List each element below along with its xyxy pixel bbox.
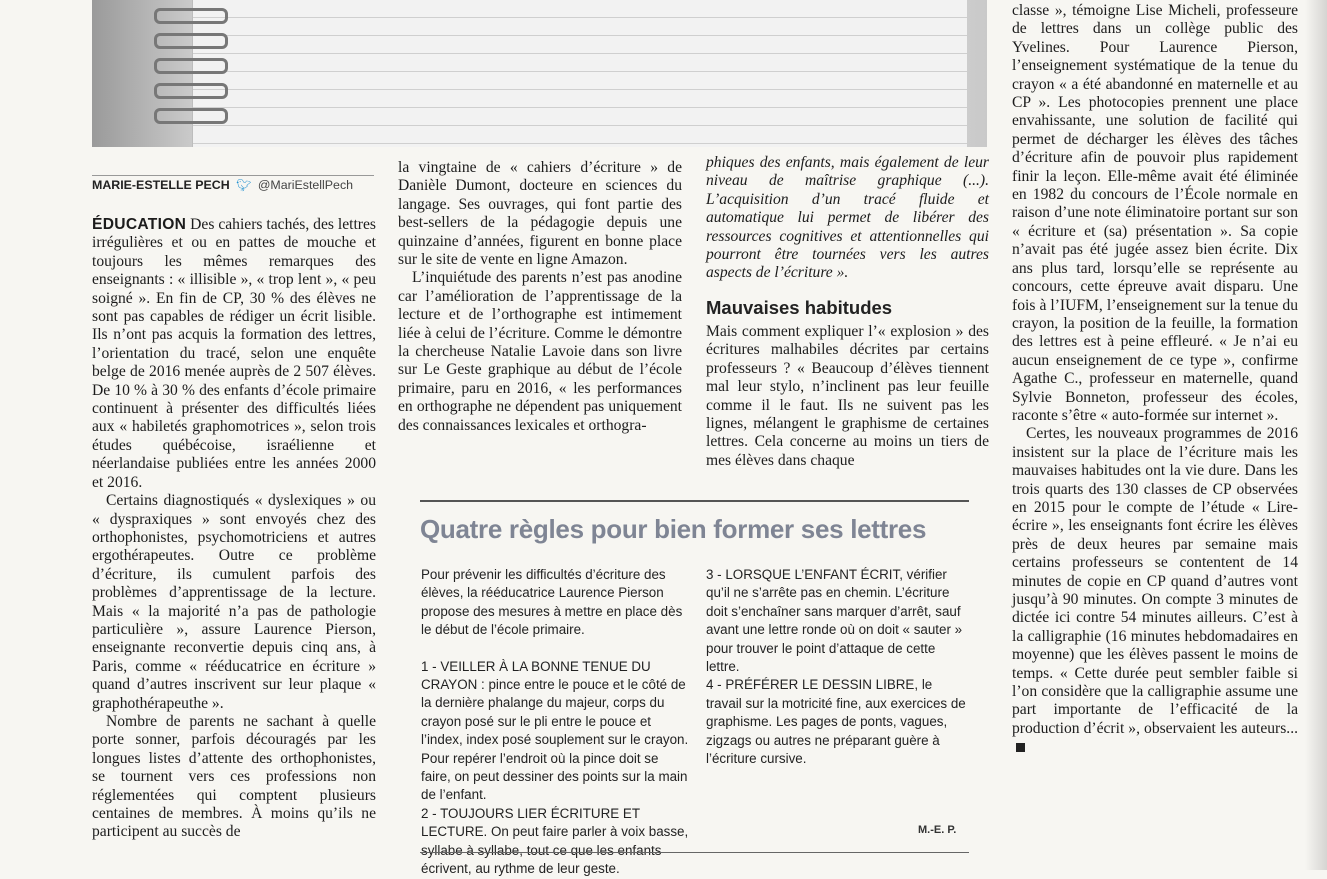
paragraph-text: Certes, les nouveaux programmes de 2016 insistent sur la place de l’écriture mais les mauvaises habitudes ont la vie dure. Dans les trois quarts des 130 classes de CP observées en 2015 pour le compte de l’étude « Lire-écrire », les enseignants font écrire les élèves près de deux heures par semaine mais certains professeurs se contentent de 14 minutes de copie en CP quand d’autres vont jusqu’à 90 minutes. On compte 3 minutes de dictée ici contre 54 minutes ailleurs. C’est à la calligraphie (16 minutes hebdomadaires en moyenne) que les élèves passent le moins de temps. « Cette durée peut sembler faible si l’on considère que la calligraphie assume une part importante de l’efficacité de la production d’écrit », observaient les auteurs... [1012, 425, 1298, 737]
article-column-3-continued [706, 323, 989, 470]
paragraph-text: Des cahiers tachés, des lettres irrégulières et ou en pattes de mouche et toujours les mêmes remarques des enseignants : « illisible », « trop lent », « peu soigné ». En fin de CP, 30 % des élèves ne sont pas capables de rédiger un écrit lisible. Ils n’ont pas acquis la formation des lettres, l’orientation du tracé, selon une enquête belge de 2016 menée auprès de 2 507 élèves. De 10 % à 30 % des enfants d’école primaire continuent à présenter des difficultés liées aux « habiletés graphomotrices », selon trois études québécoise, israélienne et néerlandaise publiées entre les années 2000 et 2016. [92, 216, 376, 491]
rule-4 [706, 676, 971, 768]
box-signature: M.-E. P. [918, 824, 957, 836]
paragraph: phiques des enfants, mais également de leur niveau de maîtrise graphique (...). L’acquisition d’un tracé fluide et automatique lui permet de libérer des ressources cognitives et attentionnelles qui pourront être tournées vers les autres aspects de l’écriture ». [706, 154, 989, 282]
paragraph: Nombre de parents ne sachant à quelle porte sonner, parfois découragés par les longues listes d’attente des orthophonistes, se tournent vers ces professions non réglementées qui comptent plusieurs centaines de membres. À moins qu’ils ne participent au succès de [92, 712, 376, 841]
paragraph: Certains diagnostiqués « dyslexiques » ou « dyspraxiques » sont envoyés chez des orthophonistes, psychomotriciens et autres ergothérapeutes. Outre ce problème d’écriture, ils cumulent parfois des problèmes d’apprentissage de la lecture. Mais « la majorité n’a pas de pathologie particulière », assure Laurence Pierson, enseignante reconvertie depuis cinq ans, à Paris, comme « rééducatrice en écriture » quand d’autres inscrivent sur leur plaque « graphothérapeuthe ». [92, 492, 376, 712]
spiral-ring-icon [154, 33, 228, 49]
box-title: Quatre règles pour bien former ses lettres [420, 514, 927, 544]
rule-2-text: On peut faire parler à voix basse, syllabe à syllabe, tout ce que les enfants écrivent, au rythme de leur geste. [421, 824, 689, 877]
rule-1-text: : pince entre le pouce et le côté de la dernière phalange du majeur, corps du crayon posé sur le pli entre le pouce et l’index, index posé souplement sur le crayon. Pour repérer l’endroit où la pince doit se faire, on peut dessiner des points sur la main de l’enfant. [421, 677, 689, 803]
scan-edge-shadow [1305, 0, 1327, 870]
box-intro: Pour prévenir les difficultés d’écriture des élèves, la rééducatrice Laurence Pierson propose des mesures à mettre en place dès le début de l’école primaire. [421, 567, 683, 638]
paragraph [1012, 425, 1298, 756]
spiral-ring-icon [154, 83, 228, 99]
rule-1-heading: 1 - VEILLER À LA BONNE TENUE DU CRAYON [421, 658, 651, 693]
article-column-1 [92, 216, 376, 842]
twitter-bird-icon: 🐦︎ [236, 178, 252, 192]
author-name: MARIE-ESTELLE PECH [92, 178, 230, 192]
rule-2-heading: 2 - TOUJOURS LIER ÉCRITURE ET LECTURE. [421, 805, 640, 840]
box-column-right [706, 566, 971, 768]
spiral-ring-icon [154, 58, 228, 74]
rule-3 [706, 566, 971, 676]
end-mark-icon [1016, 743, 1025, 752]
rule-4-heading: 4 - PRÉFÉRER LE DESSIN LIBRE, [706, 677, 919, 693]
rule-3-text: vérifier qu’il ne s’arrête pas en chemin. L’écriture doit s’enchaîner sans marquer d’arrêt, sauf avant une lettre ronde où on doit « sauter » pour trouver le point d’attaque de cette lettre. [706, 567, 963, 675]
paragraph [92, 216, 376, 492]
article-column-4 [1012, 2, 1298, 757]
paragraph: Mais comment expliquer l’« explosion » des écritures malhabiles décrites par certains professeurs ? « Beaucoup d’élèves tiennent mal leur stylo, n’inclinent pas leur feuille comme il le faut. Ils ne suivent pas les lignes, mélangent le graphisme de certaines lettres. Cela concerne au moins un tiers de mes élèves dans chaque [706, 323, 989, 469]
section-heading: Mauvaises habitudes [706, 297, 893, 318]
spiral-ring-icon [154, 8, 228, 24]
box-top-rule [420, 500, 969, 502]
notebook-page [192, 0, 967, 147]
twitter-handle: @MariEstellPech [257, 178, 354, 192]
section-kicker: ÉDUCATION [92, 216, 187, 233]
paragraph: la vingtaine de « cahiers d’écriture » de Danièle Dumont, docteure en sciences du langage. Ses ouvrages, qui font partie des best-sellers de la pédagogie depuis une quinzaine d’années, figurent en bonne place sur le site de vente en ligne Amazon. [398, 159, 682, 269]
spiral-ring-icon [154, 108, 228, 124]
rule-2 [421, 805, 691, 879]
rule-3-heading: 3 - LORSQUE L’ENFANT ÉCRIT, [706, 567, 903, 582]
rule-1 [421, 658, 691, 805]
notebook-photo [92, 0, 987, 147]
article-column-3 [706, 154, 989, 283]
rule-4-text: le travail sur la motricité fine, aux exercices de graphisme. Les pages de ponts, vagues, zigzags ou autres ne préparant guère à l’écriture cursive. [706, 677, 966, 767]
byline [92, 175, 374, 192]
article-column-2 [398, 159, 682, 435]
paragraph: classe », témoigne Lise Micheli, professeure de lettres dans un collège public des Yvelines. Pour Laurence Pierson, l’enseignement systématique de la tenue du crayon « a été abandonné en maternelle et au CP ». Les photocopies prennent une place envahissante, une solution de facilité qui permet de décharger les élèves des tâches d’écriture afin de pouvoir plus rapidement finir la leçon. Elle-même avait été éliminée en 1982 du concours de l’École normale en raison d’une note éliminatoire portant sur son « écriture et (sa) présentation ». Sa copie n’avait pas été jugée assez bien écrite. Dix ans plus tard, lorsqu’elle se représente au concours, cette épreuve avait disparu. Une fois à l’IUFM, l’enseignement sur la tenue du crayon, la position de la feuille, la formation des lettres est à peine effleuré. « Je n’ai eu aucun enseignement de ce type », confirme Agathe C., professeur en maternelle, quand Sylvie Bonneton, professeur des écoles, raconte s’être « auto-formée sur internet ». [1012, 2, 1298, 424]
box-column-left [421, 566, 691, 879]
box-bottom-rule [420, 852, 969, 853]
paragraph: L’inquiétude des parents n’est pas anodine car l’amélioration de l’apprentissage de la lecture et de l’orthographe est intimement liée à celui de l’écriture. Comme le démontre la chercheuse Natalie Lavoie dans son livre sur Le Geste graphique au début de l’école primaire, paru en 2016, « les performances en orthographe ne dépendent pas uniquement des connaissances lexicales et orthogra- [398, 269, 682, 434]
